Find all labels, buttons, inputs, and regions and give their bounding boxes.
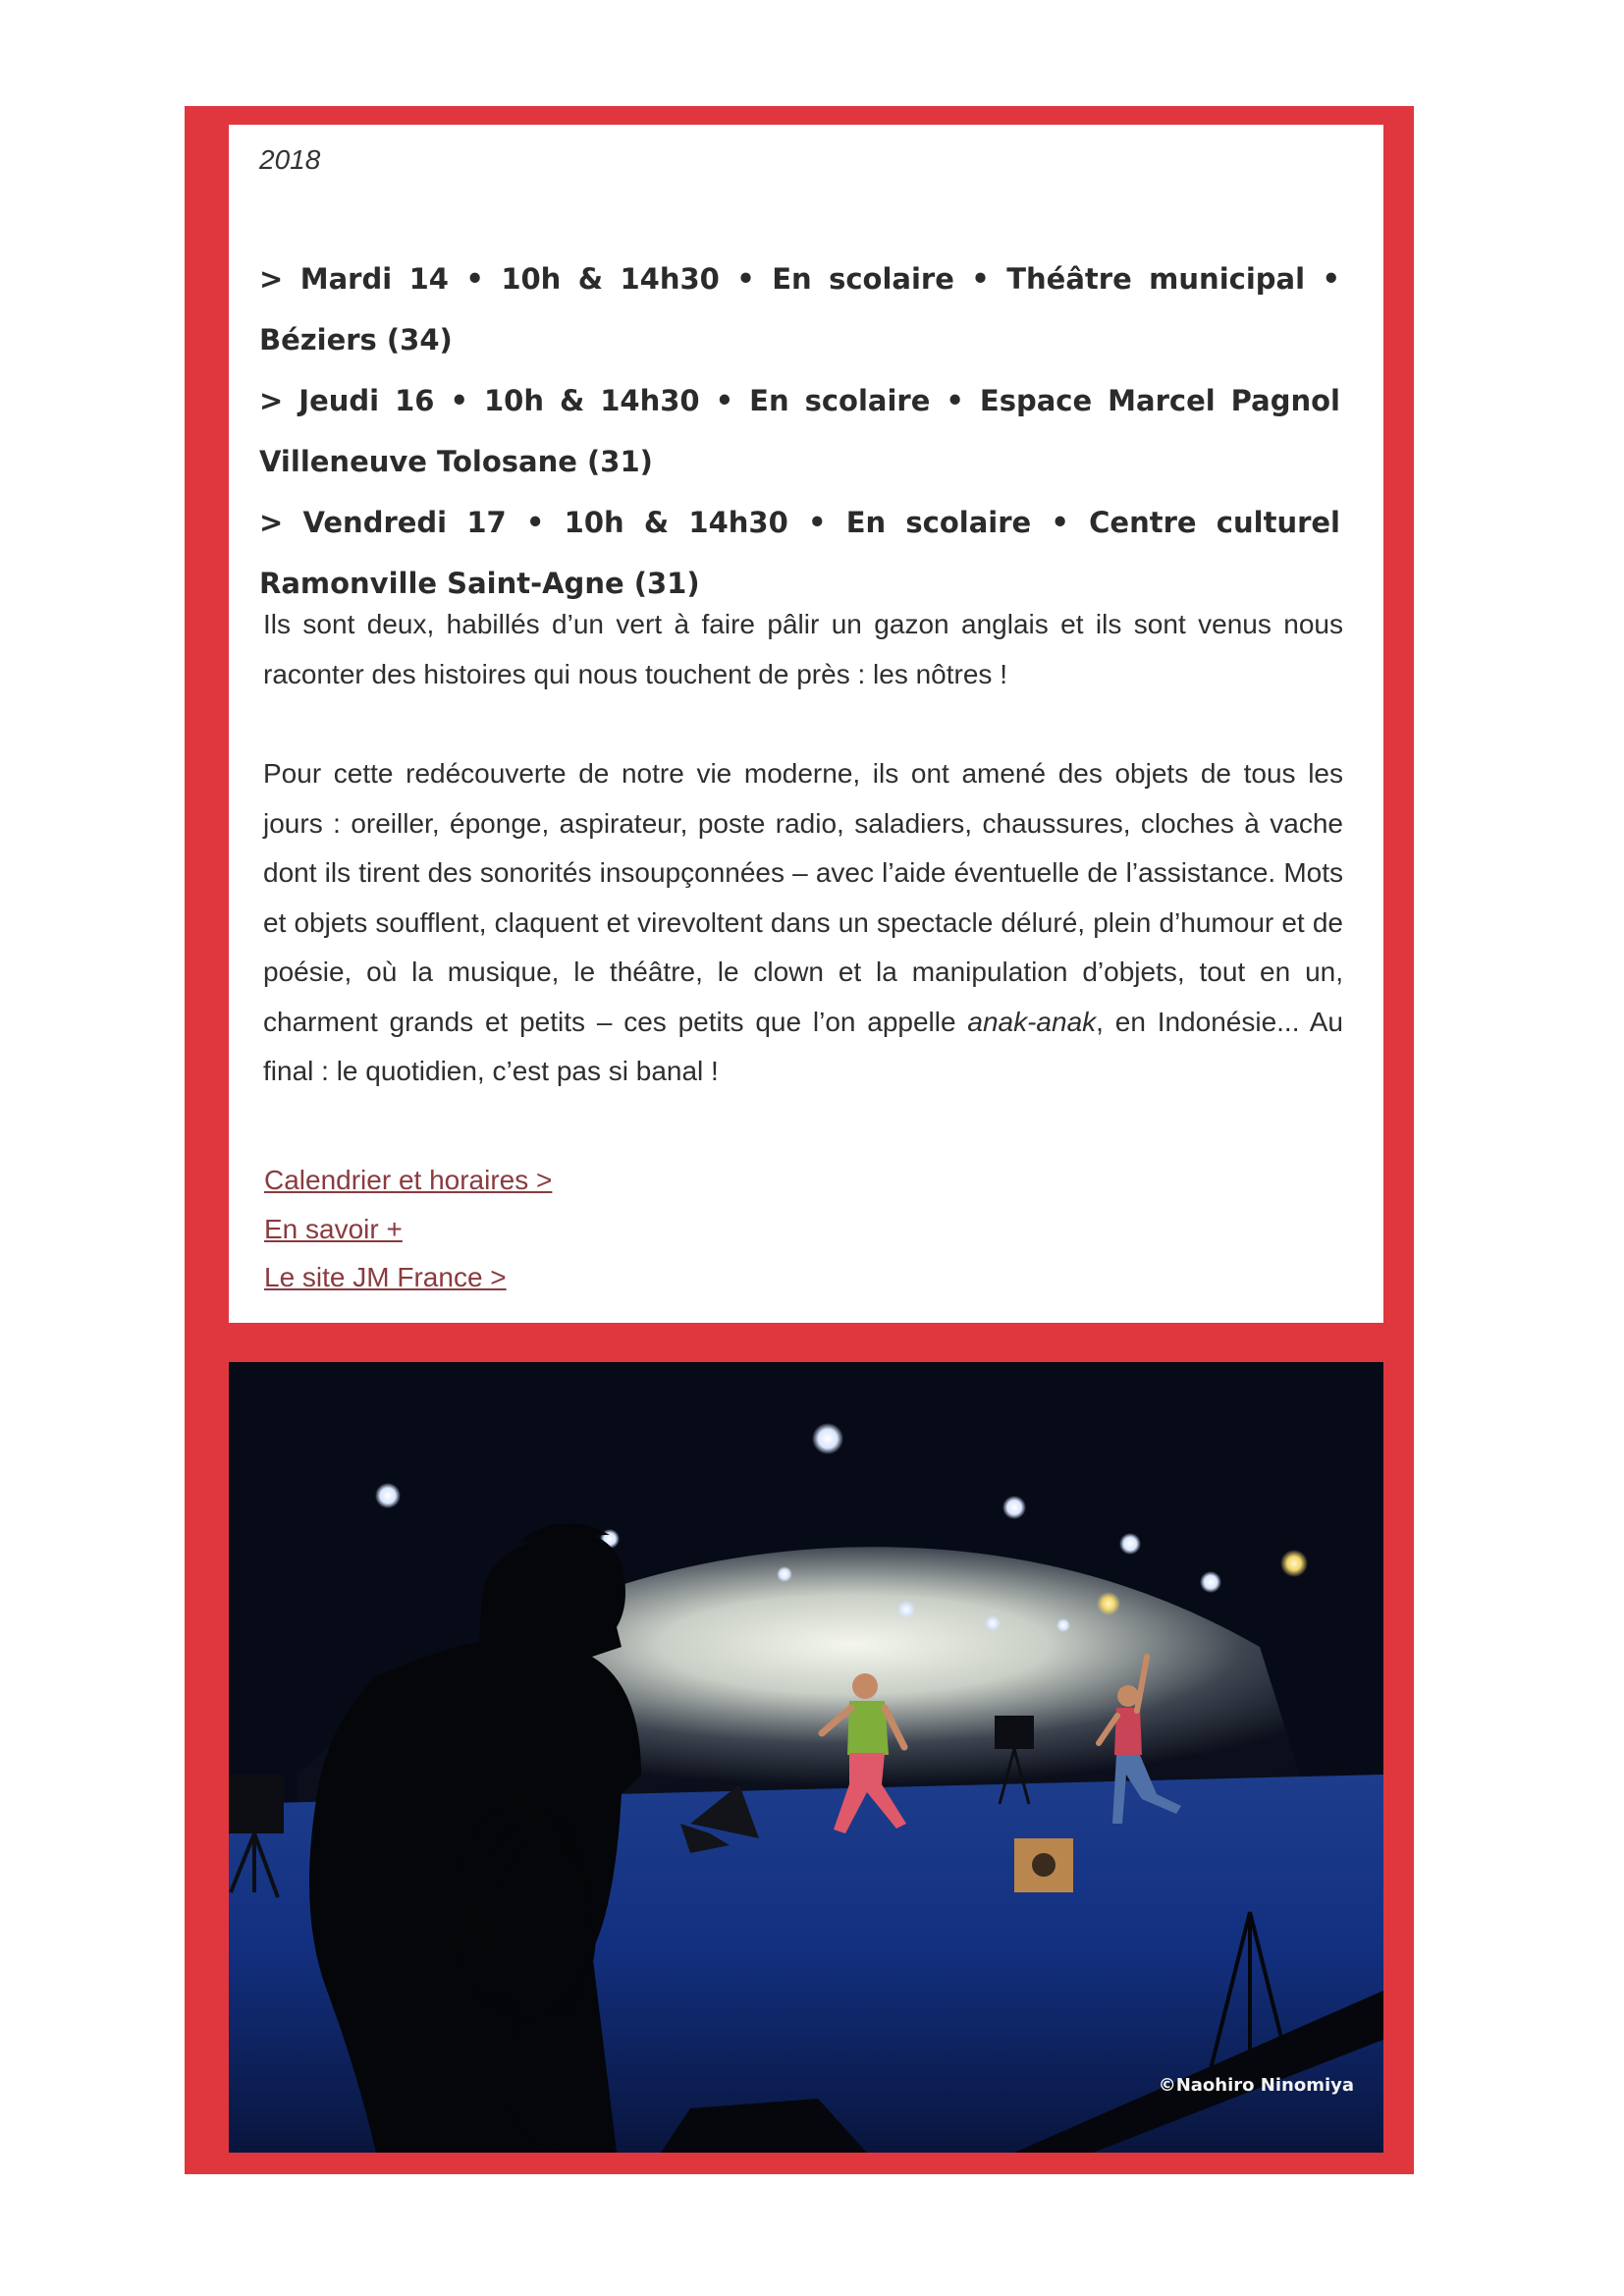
stage-light: [897, 1601, 915, 1618]
stage-light: [1097, 1592, 1120, 1615]
description-text-end: , en Indonésie... Au final : le quotidien, c’est pas si banal !: [263, 1006, 1343, 1086]
stage-light: [1200, 1571, 1221, 1593]
stage-light: [1119, 1533, 1141, 1555]
schedule-item-vendredi: > Vendredi 17 • 10h & 14h30 • En scolaire • Centre culturel Ramonville Saint-Agne (31): [259, 506, 1340, 600]
more-info-link[interactable]: En savoir +: [264, 1213, 403, 1244]
description-paragraph-1: Ils sont deux, habillés d’un vert à faire pâlir un gazon anglais et ils sont venus nous raconter des histoires qui nous touchent de près : les nôtres !: [263, 609, 1343, 689]
stage-light: [375, 1483, 401, 1508]
text-panel: [229, 125, 1383, 1323]
stage-light: [985, 1615, 1001, 1631]
schedule-item-jeudi: > Jeudi 16 • 10h & 14h30 • En scolaire • Espace Marcel Pagnol Villeneuve Tolosane (31): [259, 384, 1340, 478]
photo-credit: ©Naohiro Ninomiya: [1158, 2075, 1354, 2096]
description-emphasis: anak-anak: [967, 1006, 1097, 1037]
stage-light: [1280, 1550, 1308, 1577]
stage-photo: [229, 1362, 1383, 2153]
radio-object: [1014, 1838, 1073, 1892]
year-label: 2018: [259, 144, 321, 175]
description-paragraph-2: [263, 749, 1343, 1097]
calendar-link[interactable]: Calendrier et horaires >: [264, 1165, 553, 1195]
stage-light: [777, 1566, 792, 1582]
stage-light: [1056, 1618, 1070, 1632]
description-text-start: Pour cette redécouverte de notre vie moderne, ils ont amené des objets de tous les jours : oreiller, éponge, aspirateur, poste radio, saladiers, chaussures, cloches à vache dont ils tirent des sonorités insoupçonnées – avec l’aide éventuelle de l’assistance. Mots et objets soufflent, claquent et virevoltent dans un spectacle déluré, plein d’humour et de poésie, où la musique, le théâtre, le clown et la manipulation d’objets, tout en un, charment grands et petits – ces petits que l’on appelle: [263, 758, 1343, 1037]
stage-light: [1002, 1496, 1026, 1519]
links-list: [264, 1156, 552, 1302]
stage-photo-illustration: [229, 1362, 1383, 2153]
stage-light: [812, 1423, 843, 1454]
jm-france-site-link[interactable]: Le site JM France >: [264, 1262, 507, 1292]
schedule-item-mardi: > Mardi 14 • 10h & 14h30 • En scolaire • Théâtre municipal • Béziers (34): [259, 262, 1340, 356]
schedule-list: [259, 248, 1340, 614]
